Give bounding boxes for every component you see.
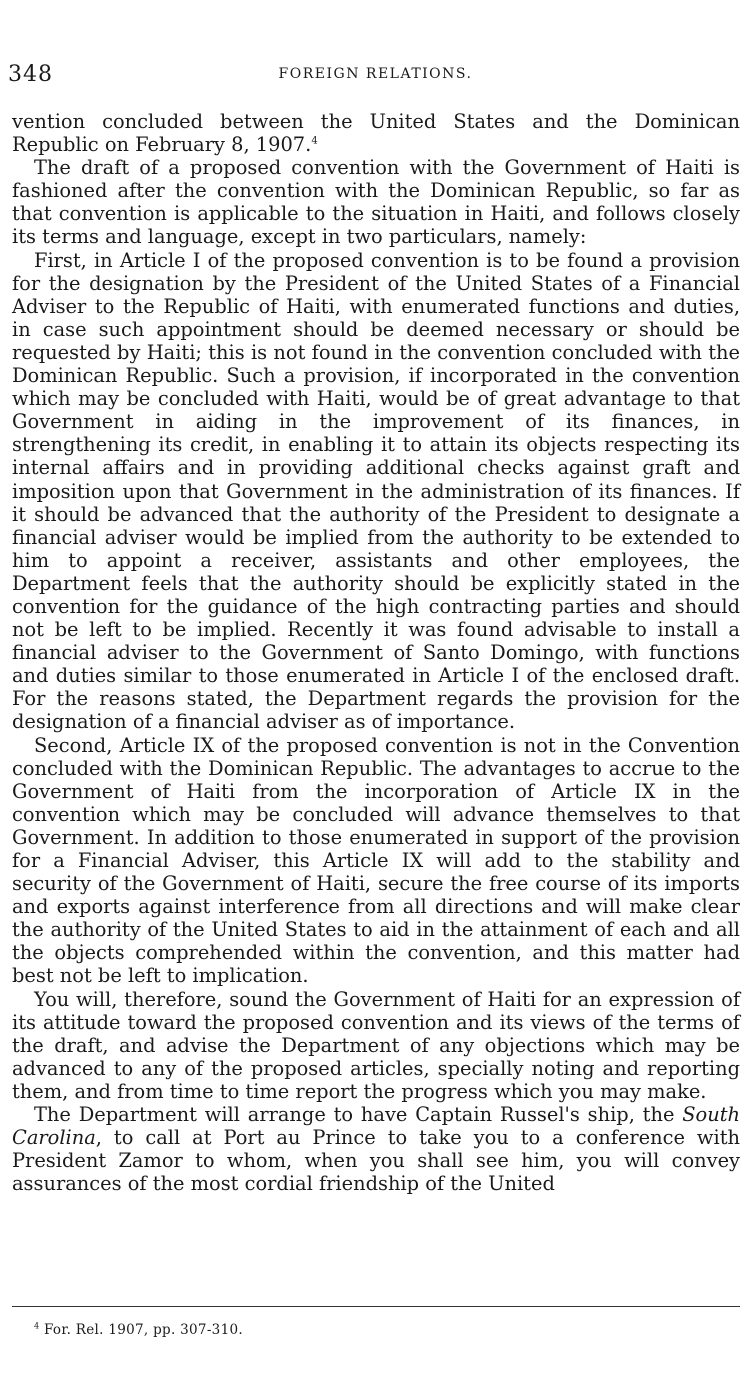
paragraph-text: vention concluded between the United States and the Dominican Republic on February 8, 1907.	[12, 110, 740, 157]
ship-name: South Carolina	[12, 1103, 740, 1150]
paragraph-text: The Department will arrange to have Captain Russel's ship, the	[34, 1103, 683, 1127]
running-head: FOREIGN RELATIONS.	[278, 66, 473, 82]
paragraph-draft-convention: The draft of a proposed convention with the Government of Haiti is fashioned after the convention with the Dominican Republic, so far as that convention is applicable to the situation in Haiti, and follows closely its terms and language, except in two particulars, namely:	[12, 156, 740, 249]
page-header	[8, 62, 743, 92]
footnote-divider	[12, 1306, 740, 1307]
paragraph-article-nine: Second, Article IX of the proposed convention is not in the Convention concluded with the Dominican Republic. The advantages to accrue to the Government of Haiti from the incorporation of Article IX in the convention which may be concluded will advance themselves to that Government. In addition to those enumerated in support of the provision for a Financial Adviser, this Article IX will add to the stability and security of the Government of Haiti, secure the free course of its imports and exports against interference from all directions and will make clear the authority of the United States to aid in the attainment of each and all the objects comprehended within the convention, and this matter had best not be left to implication.	[12, 733, 740, 988]
paragraph-south-carolina	[12, 1103, 740, 1195]
footnote-marker: 4	[34, 1321, 40, 1331]
page-number: 348	[8, 62, 53, 87]
footnote	[34, 1322, 734, 1338]
paragraph-instructions: You will, therefore, sound the Government of Haiti for an expression of its attitude toward the proposed convention and its views of the terms of the draft, and advise the Department of any objections which may be advanced to any of the proposed articles, specially noting and reporting them, and from time to time report the progress which you may make.	[12, 987, 740, 1103]
paragraph-continuation	[12, 110, 740, 156]
paragraph-text: , to call at Port au Prince to take you to a conference with President Zamor to whom, when you shall see him, you will convey assurances of the most cordial friendship of the United	[12, 1126, 740, 1196]
body-text	[12, 110, 740, 1195]
paragraph-article-one: First, in Article I of the proposed convention is to be found a provision for the designation by the President of the United States of a Financial Adviser to the Republic of Haiti, with enumerated functions and duties, in case such appointment should be deemed necessary or should be requested by Haiti; this is not found in the convention concluded with the Dominican Republic. Such a provision, if incorporated in the convention which may be concluded with Haiti, would be of great advantage to that Government in aiding in the improvement of its finances, in strengthening its credit, in enabling it to attain its objects respecting its internal affairs and in providing additional checks against graft and imposition upon that Government in the administration of its finances. If it should be advanced that the authority of the President to designate a financial adviser would be implied from the authority to be extended to him to appoint a receiver, assistants and other employees, the Department feels that the authority should be explicitly stated in the convention for the guidance of the high contracting parties and should not be left to be implied. Recently it was found advisable to install a financial adviser to the Government of Santo Domingo, with functions and duties similar to those enumerated in Article I of the enclosed draft. For the reasons stated, the Department regards the provision for the designation of a financial adviser as of importance.	[12, 248, 740, 734]
footnote-text: For. Rel. 1907, pp. 307-310.	[43, 1322, 243, 1338]
footnote-reference: 4	[311, 135, 318, 147]
